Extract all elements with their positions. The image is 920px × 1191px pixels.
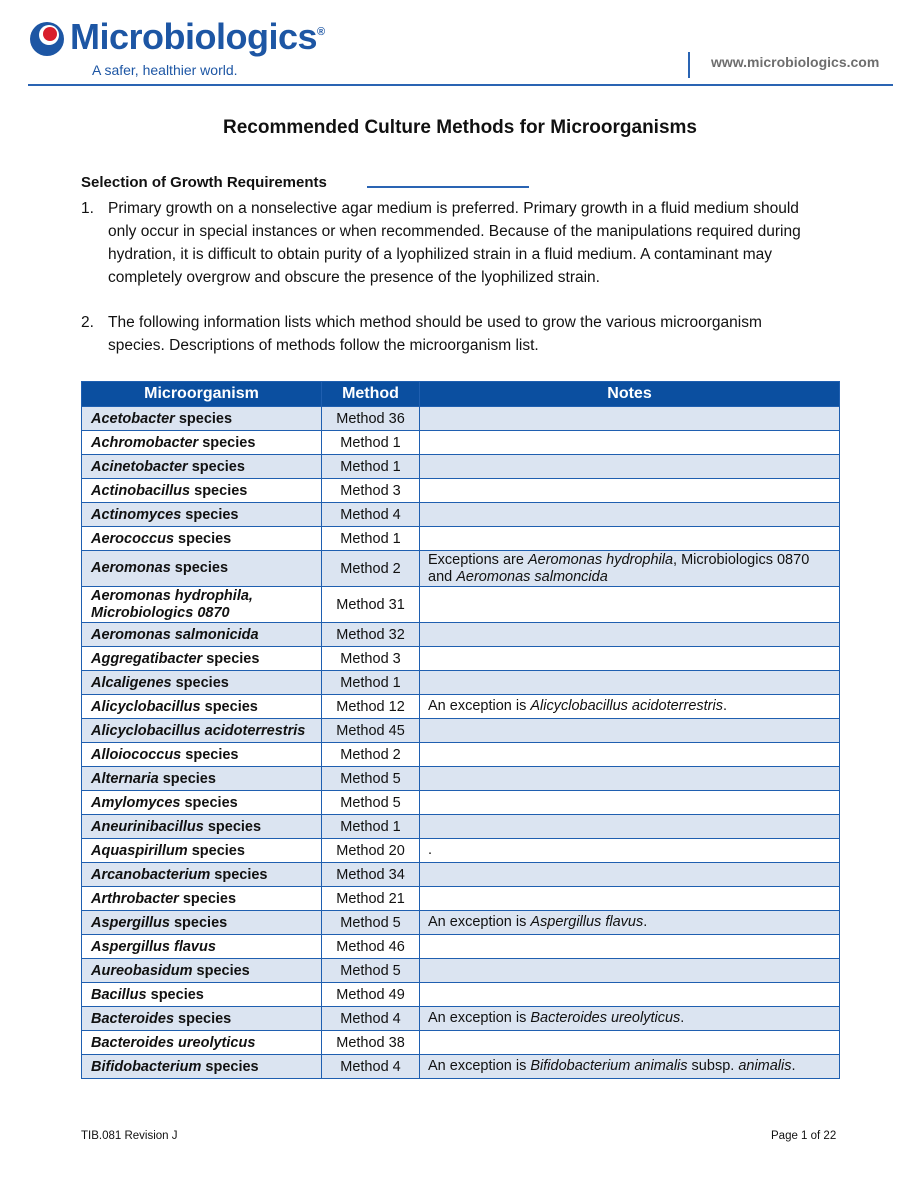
cell-method: Method 2 <box>322 551 420 587</box>
cell-method: Method 5 <box>322 791 420 815</box>
cell-method: Method 1 <box>322 527 420 551</box>
column-header-notes: Notes <box>420 382 840 407</box>
organism-name: Amylomyces <box>91 794 181 811</box>
cell-method: Method 38 <box>322 1031 420 1055</box>
cell-microorganism <box>82 959 322 983</box>
table-row <box>82 887 840 911</box>
notes-segment: Exceptions are <box>428 551 528 568</box>
cell-notes <box>420 623 840 647</box>
organism-suffix: species <box>169 914 228 931</box>
organism-suffix: species <box>171 674 229 691</box>
paragraph-number: 2. <box>81 314 94 331</box>
cell-notes <box>420 671 840 695</box>
organism-suffix: species <box>202 650 260 667</box>
notes-segment: Bacteroides ureolyticus <box>530 1010 681 1026</box>
cell-method: Method 31 <box>322 587 420 623</box>
organism-name: Alicyclobacillus acidoterrestris <box>91 722 306 739</box>
cell-method: Method 4 <box>322 503 420 527</box>
table-row <box>82 863 840 887</box>
footer-document-id: TIB.081 Revision J <box>81 1130 178 1142</box>
table-row <box>82 839 840 863</box>
cell-notes <box>420 767 840 791</box>
organism-suffix: species <box>192 962 250 979</box>
notes-segment: An exception is <box>428 1010 531 1026</box>
website-url[interactable]: www.microbiologics.com <box>711 54 880 70</box>
organism-suffix: species <box>187 458 245 475</box>
notes-segment: Aeromonas hydrophila <box>527 551 674 568</box>
cell-microorganism <box>82 1007 322 1031</box>
organism-suffix: species <box>170 560 229 576</box>
cell-microorganism <box>82 1055 322 1079</box>
cell-notes <box>420 719 840 743</box>
notes-segment: An exception is <box>428 698 531 714</box>
culture-methods-table <box>81 381 840 1079</box>
organism-suffix: species <box>158 770 216 787</box>
cell-microorganism <box>82 719 322 743</box>
table-row <box>82 1031 840 1055</box>
cell-notes <box>420 863 840 887</box>
cell-notes <box>420 1055 840 1079</box>
table-row <box>82 551 840 587</box>
section-heading: Selection of Growth Requirements <box>81 174 327 191</box>
cell-method: Method 3 <box>322 479 420 503</box>
notes-segment: . <box>722 698 727 714</box>
cell-notes <box>420 1031 840 1055</box>
table-row <box>82 431 840 455</box>
cell-microorganism <box>82 887 322 911</box>
organism-suffix: species <box>181 746 239 763</box>
organism-name: Alcaligenes <box>91 674 172 691</box>
paragraph-text: Primary growth on a nonselective agar medium is preferred. Primary growth in a fluid medium should only occur in special instances or when recommended. Because of the manipulations required during hydration, it is difficult to obtain purity of a lyophilized strain in a fluid medium. A contaminant may completely overgrow and obscure the presence of the lyophilized strain. <box>108 200 801 286</box>
organism-name: Bacillus <box>91 986 147 1003</box>
page-title: Recommended Culture Methods for Microorganisms <box>222 117 697 138</box>
organism-name: Acetobacter <box>91 410 175 427</box>
organism-suffix: species <box>181 506 239 523</box>
organism-suffix: species <box>174 530 232 547</box>
cell-notes <box>420 407 840 431</box>
organism-name: Aeromonas hydrophila, <box>91 587 253 604</box>
cell-notes <box>420 743 840 767</box>
cell-method: Method 46 <box>322 935 420 959</box>
cell-microorganism <box>82 647 322 671</box>
cell-method: Method 1 <box>322 671 420 695</box>
organism-name: Alternaria <box>91 770 159 787</box>
cell-microorganism <box>82 839 322 863</box>
table-row <box>82 671 840 695</box>
organism-suffix: species <box>174 410 233 427</box>
cell-microorganism <box>82 695 322 719</box>
notes-segment: , Microbiologics 0870 and <box>428 551 810 585</box>
cell-method: Method 5 <box>322 767 420 791</box>
notes-segment: subsp. <box>687 1058 739 1074</box>
organism-suffix: species <box>200 698 258 715</box>
table-row <box>82 743 840 767</box>
organism-suffix: species <box>198 434 256 451</box>
organism-name: Bacteroides <box>91 1010 175 1027</box>
cell-method: Method 49 <box>322 983 420 1007</box>
table-row <box>82 935 840 959</box>
cell-method: Method 20 <box>322 839 420 863</box>
paragraph-number: 1. <box>81 200 94 217</box>
header-rule <box>28 84 893 86</box>
cell-method: Method 5 <box>322 911 420 935</box>
organism-name: Achromobacter <box>91 434 199 451</box>
cell-notes <box>420 1007 840 1031</box>
cell-method: Method 34 <box>322 863 420 887</box>
organism-name: Acinetobacter <box>91 458 188 475</box>
organism-name: Actinomyces <box>91 506 182 523</box>
organism-name: Aeromonas salmonicida <box>91 626 259 643</box>
notes-segment: Aeromonas salmoncida <box>456 568 608 585</box>
organism-name: Aeromonas <box>91 560 171 576</box>
notes-segment: An exception is <box>428 914 531 930</box>
organism-suffix: species <box>180 794 238 811</box>
cell-microorganism <box>82 587 322 623</box>
cell-microorganism <box>82 863 322 887</box>
table-row <box>82 647 840 671</box>
section-heading-rule <box>367 186 529 188</box>
cell-microorganism <box>82 1031 322 1055</box>
table-row <box>82 587 840 623</box>
cell-method: Method 12 <box>322 695 420 719</box>
notes-segment: Bifidobacterium animalis <box>530 1058 688 1074</box>
cell-microorganism <box>82 407 322 431</box>
organism-suffix: species <box>210 866 268 883</box>
cell-microorganism <box>82 815 322 839</box>
cell-microorganism <box>82 791 322 815</box>
cell-notes <box>420 503 840 527</box>
cell-method: Method 45 <box>322 719 420 743</box>
organism-suffix: species <box>201 1058 259 1075</box>
cell-method: Method 36 <box>322 407 420 431</box>
table-row <box>82 911 840 935</box>
cell-notes <box>420 959 840 983</box>
organism-name: Arthrobacter <box>91 890 179 907</box>
cell-method: Method 3 <box>322 647 420 671</box>
cell-microorganism <box>82 743 322 767</box>
table-row <box>82 455 840 479</box>
organism-suffix: species <box>190 482 248 499</box>
table-row <box>82 623 840 647</box>
cell-microorganism <box>82 551 322 587</box>
organism-name: Actinobacillus <box>91 482 191 499</box>
cell-microorganism <box>82 911 322 935</box>
notes-segment: Alicyclobacillus acidoterrestris <box>530 698 723 714</box>
notes-segment: . <box>791 1058 796 1074</box>
organism-name: Aspergillus <box>91 914 170 931</box>
cell-microorganism <box>82 431 322 455</box>
cell-method: Method 5 <box>322 959 420 983</box>
cell-notes <box>420 935 840 959</box>
organism-suffix: species <box>203 818 262 835</box>
notes-segment: Aspergillus flavus <box>530 914 644 930</box>
cell-notes <box>420 911 840 935</box>
logo-tagline: A safer, healthier world. <box>92 62 238 78</box>
footer-page-number: Page 1 of 22 <box>771 1130 837 1142</box>
table-row <box>82 719 840 743</box>
organism-name: Bifidobacterium <box>91 1058 202 1075</box>
column-header-microorganism: Microorganism <box>82 382 322 407</box>
table-row <box>82 959 840 983</box>
company-logo <box>28 18 328 80</box>
organism-name: Bacteroides ureolyticus <box>91 1034 256 1051</box>
cell-notes <box>420 455 840 479</box>
header-divider <box>688 52 690 78</box>
numbered-paragraph-1 <box>81 197 821 289</box>
table-header-row <box>82 382 840 407</box>
notes-segment: . <box>643 914 648 930</box>
table-row <box>82 1007 840 1031</box>
table-row <box>82 407 840 431</box>
organism-name-line2: Microbiologics 0870 <box>91 604 230 621</box>
cell-microorganism <box>82 479 322 503</box>
table-row <box>82 479 840 503</box>
table-row <box>82 527 840 551</box>
cell-microorganism <box>82 767 322 791</box>
cell-microorganism <box>82 527 322 551</box>
cell-microorganism <box>82 623 322 647</box>
logo-wordmark: Microbiologics® <box>70 16 325 57</box>
organism-suffix: species <box>174 1010 232 1027</box>
organism-name: Alicyclobacillus <box>91 698 201 715</box>
organism-suffix: species <box>178 890 237 907</box>
table-row <box>82 791 840 815</box>
paragraph-text: The following information lists which method should be used to grow the various microorganism species. Descriptions of methods follow the microorganism list. <box>108 314 762 354</box>
organism-name: Aggregatibacter <box>91 650 203 667</box>
table-row <box>82 1055 840 1079</box>
cell-notes <box>420 983 840 1007</box>
numbered-paragraph-2 <box>81 311 821 357</box>
cell-method: Method 21 <box>322 887 420 911</box>
cell-notes <box>420 479 840 503</box>
notes-segment: animalis <box>738 1058 792 1074</box>
cell-notes <box>420 647 840 671</box>
organism-name: Aquaspirillum <box>91 842 188 859</box>
cell-method: Method 4 <box>322 1007 420 1031</box>
cell-notes <box>420 527 840 551</box>
cell-method: Method 4 <box>322 1055 420 1079</box>
notes-segment: . <box>428 842 433 858</box>
cell-notes <box>420 791 840 815</box>
notes-segment: . <box>680 1010 685 1026</box>
cell-notes <box>420 887 840 911</box>
cell-method: Method 1 <box>322 431 420 455</box>
table-row <box>82 983 840 1007</box>
organism-name: Aneurinibacillus <box>91 818 204 835</box>
table-row <box>82 767 840 791</box>
cell-microorganism <box>82 983 322 1007</box>
cell-notes <box>420 839 840 863</box>
cell-microorganism <box>82 671 322 695</box>
cell-notes <box>420 695 840 719</box>
organism-name: Alloiococcus <box>91 746 182 763</box>
organism-name: Arcanobacterium <box>91 866 211 883</box>
table-row <box>82 695 840 719</box>
cell-notes <box>420 815 840 839</box>
cell-method: Method 1 <box>322 455 420 479</box>
organism-name: Aspergillus flavus <box>91 938 216 955</box>
table-row <box>82 503 840 527</box>
notes-segment: An exception is <box>428 1058 531 1074</box>
organism-suffix: species <box>187 842 245 859</box>
cell-microorganism <box>82 503 322 527</box>
cell-notes <box>420 587 840 623</box>
cell-method: Method 32 <box>322 623 420 647</box>
cell-method: Method 1 <box>322 815 420 839</box>
cell-microorganism <box>82 935 322 959</box>
table-row <box>82 815 840 839</box>
column-header-method: Method <box>322 382 420 407</box>
cell-method: Method 2 <box>322 743 420 767</box>
cell-microorganism <box>82 455 322 479</box>
cell-notes <box>420 431 840 455</box>
cell-notes <box>420 551 840 587</box>
organism-name: Aerococcus <box>91 530 175 547</box>
organism-suffix: species <box>146 986 204 1003</box>
organism-name: Aureobasidum <box>91 962 193 979</box>
microbiologics-logo-icon <box>28 20 66 58</box>
